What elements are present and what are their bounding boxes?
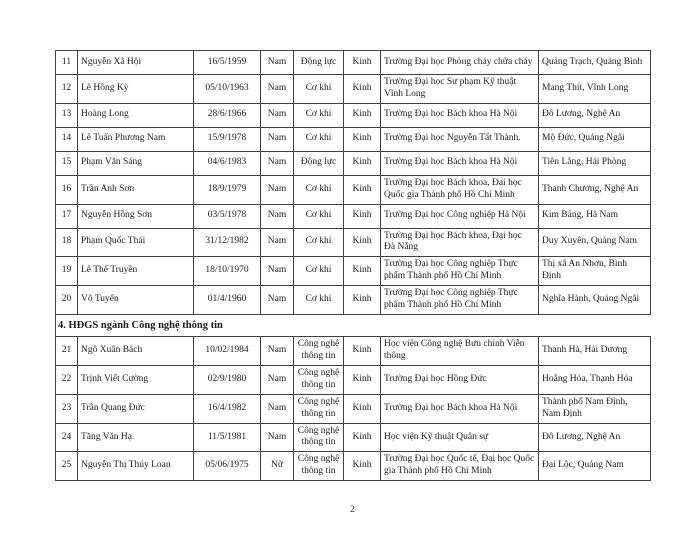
cell-dob: 10/02/1984 [194,337,261,366]
cell-university: Trường Đại học Công nghiệp Thực phẩm Thành phố Hồ Chí Minh [381,286,539,315]
cell-field: Công nghệ thông tin [294,423,344,452]
cell-ethnicity: Kinh [344,366,381,395]
cell-stt: 20 [56,286,78,315]
cell-dob: 18/9/1979 [194,175,261,204]
cell-ethnicity: Kinh [344,151,381,175]
cell-name: Tăng Văn Hạ [78,423,194,452]
cell-name: Hoàng Long [78,103,194,127]
table-row [56,75,651,104]
cell-name: Ngô Xuân Bách [78,337,194,366]
cell-ethnicity: Kinh [344,228,381,257]
cell-dob: 11/5/1981 [194,423,261,452]
cell-university: Trường Đại học Sư phạm Kỹ thuật Vĩnh Long [381,75,539,104]
cell-field: Cơ khí [294,75,344,104]
cell-hometown: Thanh Chương, Nghệ An [539,175,651,204]
cell-gender: Nam [261,286,294,315]
cell-field: Cơ khí [294,204,344,228]
cell-hometown: Tiên Lãng, Hải Phòng [539,151,651,175]
cell-field: Động lực [294,151,344,175]
cell-ethnicity: Kinh [344,175,381,204]
cell-ethnicity: Kinh [344,103,381,127]
cell-hometown: Đô Lương, Nghệ An [539,423,651,452]
cell-university: Trường Đại học Công nghiệp Hà Nội [381,204,539,228]
cell-name: Phạm Văn Sáng [78,151,194,175]
cell-dob: 03/5/1978 [194,204,261,228]
cell-dob: 04/6/1983 [194,151,261,175]
cell-dob: 01/4/1960 [194,286,261,315]
table-row [56,51,651,75]
cell-field: Công nghệ thông tin [294,366,344,395]
cell-hometown: Thị xã An Nhơn, Bình Định [539,257,651,286]
cell-field: Công nghệ thông tin [294,452,344,481]
cell-dob: 16/5/1959 [194,51,261,75]
table-row [56,151,651,175]
cell-ethnicity: Kinh [344,337,381,366]
cell-name: Nguyễn Thị Thúy Loan [78,452,194,481]
cell-ethnicity: Kinh [344,51,381,75]
cell-hometown: Mang Thít, Vĩnh Long [539,75,651,104]
cell-university: Trường Đại học Phòng cháy chữa cháy [381,51,539,75]
cell-gender: Nam [261,337,294,366]
cell-hometown: Hoằng Hóa, Thanh Hóa [539,366,651,395]
cell-ethnicity: Kinh [344,127,381,151]
cell-field: Cơ khí [294,286,344,315]
cell-name: Phạm Quốc Thái [78,228,194,257]
cell-hometown: Thành phố Nam Định, Nam Định [539,394,651,423]
cell-name: Lê Tuấn Phương Nam [78,127,194,151]
table-row [56,452,651,481]
cell-stt: 23 [56,394,78,423]
cell-name: Lê Thế Truyền [78,257,194,286]
document-content [55,50,650,481]
cell-stt: 21 [56,337,78,366]
cell-university: Trường Đại học Công nghiệp Thực phẩm Thành phố Hồ Chí Minh [381,257,539,286]
cell-dob: 15/9/1978 [194,127,261,151]
cell-university: Trường Đại học Bách khoa Hà Nội [381,151,539,175]
cell-ethnicity: Kinh [344,423,381,452]
cell-stt: 17 [56,204,78,228]
cell-university: Trường Đại học Bách khoa Hà Nội [381,394,539,423]
table-row [56,204,651,228]
cell-hometown: Duy Xuyên, Quảng Nam [539,228,651,257]
cell-hometown: Mộ Đức, Quảng Ngãi [539,127,651,151]
cell-stt: 25 [56,452,78,481]
cell-ethnicity: Kinh [344,452,381,481]
cell-field: Công nghệ thông tin [294,337,344,366]
cell-name: Lê Hồng Kỳ [78,75,194,104]
cell-university: Trường Đại học Bách khoa, Đại học Quốc gia Thành phố Hồ Chí Minh [381,175,539,204]
cell-gender: Nữ [261,452,294,481]
cell-university: Trường Đại học Bách khoa, Đại học Đà Nẵng [381,228,539,257]
cell-hometown: Nghĩa Hành, Quảng Ngãi [539,286,651,315]
table-row [56,127,651,151]
candidates-table-continued [55,50,651,315]
cell-dob: 28/6/1966 [194,103,261,127]
cell-dob: 18/10/1970 [194,257,261,286]
cell-ethnicity: Kinh [344,257,381,286]
cell-hometown: Thanh Hà, Hải Dương [539,337,651,366]
table-row [56,286,651,315]
cell-field: Cơ khí [294,257,344,286]
cell-ethnicity: Kinh [344,286,381,315]
cell-ethnicity: Kinh [344,394,381,423]
cell-field: Cơ khí [294,228,344,257]
cell-university: Trường Đại học Quốc tế, Đại học Quốc gia Thành phố Hồ Chí Minh [381,452,539,481]
section-heading-cong-nghe-thong-tin: 4. HĐGS ngành Công nghệ thông tin [55,315,650,337]
cell-hometown: Đô Lương, Nghệ An [539,103,651,127]
cell-university: Học viện Công nghệ Bưu chính Viễn thông [381,337,539,366]
cell-stt: 14 [56,127,78,151]
cell-dob: 16/4/1982 [194,394,261,423]
cell-dob: 05/10/1963 [194,75,261,104]
cell-dob: 31/12/1982 [194,228,261,257]
cell-dob: 05/06/1975 [194,452,261,481]
cell-stt: 15 [56,151,78,175]
cell-hometown: Kim Bảng, Hà Nam [539,204,651,228]
cell-field: Cơ khí [294,127,344,151]
cell-university: Học viện Kỹ thuật Quân sự [381,423,539,452]
cell-stt: 24 [56,423,78,452]
cell-ethnicity: Kinh [344,75,381,104]
cell-gender: Nam [261,151,294,175]
cell-name: Nguyễn Xã Hội [78,51,194,75]
page-number: 2 [350,505,355,515]
cell-gender: Nam [261,75,294,104]
cell-stt: 22 [56,366,78,395]
cell-stt: 12 [56,75,78,104]
table-row [56,337,651,366]
table-row [56,423,651,452]
cell-gender: Nam [261,175,294,204]
cell-name: Võ Tuyến [78,286,194,315]
cell-stt: 13 [56,103,78,127]
cell-gender: Nam [261,366,294,395]
cell-dob: 02/9/1980 [194,366,261,395]
cell-stt: 11 [56,51,78,75]
cell-hometown: Đại Lộc, Quảng Nam [539,452,651,481]
cell-stt: 18 [56,228,78,257]
cell-university: Trường Đại học Bách khoa Hà Nội [381,103,539,127]
cell-field: Cơ khí [294,175,344,204]
cell-field: Cơ khí [294,103,344,127]
cell-university: Trường Đại học Nguyễn Tất Thành. [381,127,539,151]
cell-hometown: Quảng Trạch, Quảng Bình [539,51,651,75]
cell-name: Trịnh Viết Cường [78,366,194,395]
cell-gender: Nam [261,423,294,452]
cell-name: Trần Anh Sơn [78,175,194,204]
table-row [56,175,651,204]
cell-gender: Nam [261,228,294,257]
candidates-table-section4 [55,336,651,481]
cell-name: Nguyễn Hồng Sơn [78,204,194,228]
cell-gender: Nam [261,394,294,423]
cell-university: Trường Đại học Hồng Đức [381,366,539,395]
cell-stt: 19 [56,257,78,286]
cell-gender: Nam [261,51,294,75]
cell-gender: Nam [261,257,294,286]
table-row [56,394,651,423]
cell-field: Động lực [294,51,344,75]
cell-field: Công nghệ thông tin [294,394,344,423]
cell-ethnicity: Kinh [344,204,381,228]
table-row [56,257,651,286]
cell-gender: Nam [261,204,294,228]
table-row [56,228,651,257]
cell-name: Trần Quang Đức [78,394,194,423]
cell-gender: Nam [261,127,294,151]
table-row [56,103,651,127]
table-row [56,366,651,395]
cell-stt: 16 [56,175,78,204]
cell-gender: Nam [261,103,294,127]
